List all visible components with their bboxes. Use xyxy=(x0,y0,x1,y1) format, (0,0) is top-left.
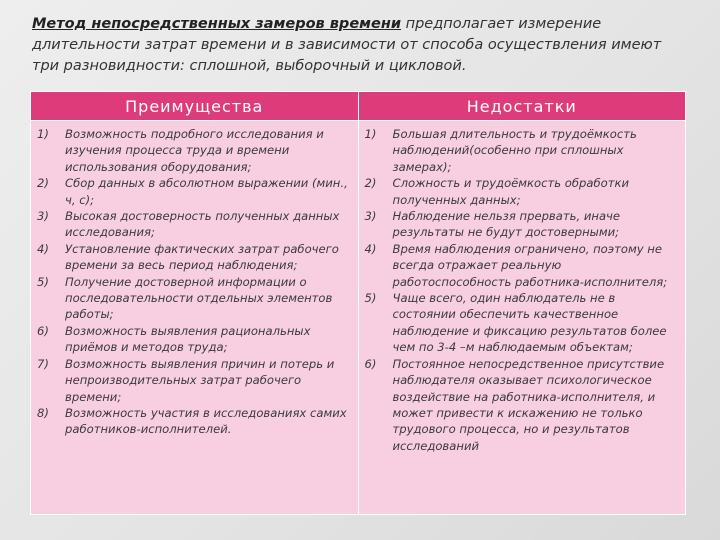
advantages-header: Преимущества xyxy=(31,92,359,121)
list-item xyxy=(365,290,678,356)
list-item xyxy=(37,208,350,241)
item-text: Наблюдение нельзя прервать, иначе результаты не будут достоверными; xyxy=(392,209,621,240)
list-item xyxy=(365,175,678,208)
item-text: Чаще всего, один наблюдатель не в состоянии обеспечить качественное наблюдение и фиксацию результатов более чем по 3-4 –м наблюдаемым объектам; xyxy=(392,291,667,355)
item-text: Возможность выявления причин и потерь и непроизводительных затрат рабочего времени; xyxy=(65,356,335,404)
list-item xyxy=(37,356,350,405)
table-row xyxy=(31,121,686,515)
list-item xyxy=(37,274,350,323)
comparison-table xyxy=(30,91,686,515)
list-item xyxy=(37,126,350,175)
method-title: Метод непосредственных замеров времени xyxy=(32,16,402,32)
list-item xyxy=(37,241,350,274)
item-text: Сложность и трудоёмкость обработки полученных данных; xyxy=(392,176,630,207)
item-text: Большая длительность и трудоёмкость наблюдений(особенно при сплошных замерах); xyxy=(392,127,637,174)
disadvantages-list xyxy=(365,126,678,454)
list-item xyxy=(365,241,678,290)
item-text: Возможность подробного исследования и изучения процесса труда и времени использования оборудования; xyxy=(65,127,324,174)
item-number: 4) xyxy=(364,241,377,256)
intro-paragraph xyxy=(32,14,692,77)
item-number: 6) xyxy=(364,356,377,371)
item-number: 2) xyxy=(37,176,49,191)
item-text: Возможность участия в исследованиях самих работников-исполнителей. xyxy=(65,405,347,437)
item-number: 3) xyxy=(37,209,49,224)
item-text: Установление фактических затрат рабочего времени за весь период наблюдения; xyxy=(65,241,339,273)
table-header-row xyxy=(31,92,686,121)
intro-text: предполагает измерение длительности затрат времени и в зависимости от способа осуществления имеют три разновидности: сплошной, выборочный и цикловой. xyxy=(32,16,662,74)
item-number: 8) xyxy=(37,405,49,420)
item-text: Возможность выявления рациональных приёмов и методов труда; xyxy=(65,323,311,355)
item-text: Сбор данных в абсолютном выражении (мин., ч, с); xyxy=(65,176,348,207)
disadvantages-cell xyxy=(358,121,686,515)
item-number: 1) xyxy=(364,127,377,141)
item-number: 1) xyxy=(37,127,49,141)
item-number: 2) xyxy=(364,176,377,191)
item-number: 6) xyxy=(37,323,49,338)
item-text: Время наблюдения ограничено, поэтому не всегда отражает реальную работоспособность работника-исполнителя; xyxy=(392,241,668,289)
list-item xyxy=(37,175,350,208)
list-item xyxy=(37,405,350,438)
disadvantages-header: Недостатки xyxy=(358,92,686,121)
advantages-cell xyxy=(31,121,359,515)
item-text: Постоянное непосредственное присутствие наблюдателя оказывает психологическое воздействие на работника-исполнителя, и может привести к искажению не только трудового процесса, но и результатов исследований xyxy=(392,356,665,453)
item-number: 5) xyxy=(364,291,377,306)
item-text: Получение достоверной информации о последовательности отдельных элементов работы; xyxy=(65,274,333,322)
item-text: Высокая достоверность полученных данных исследования; xyxy=(65,209,340,240)
item-number: 4) xyxy=(37,241,49,256)
item-number: 5) xyxy=(37,274,49,289)
list-item xyxy=(365,356,678,454)
list-item xyxy=(365,208,678,241)
item-number: 3) xyxy=(364,209,377,224)
advantages-list xyxy=(37,126,350,438)
item-number: 7) xyxy=(37,356,49,371)
list-item xyxy=(37,323,350,356)
list-item xyxy=(365,126,678,175)
